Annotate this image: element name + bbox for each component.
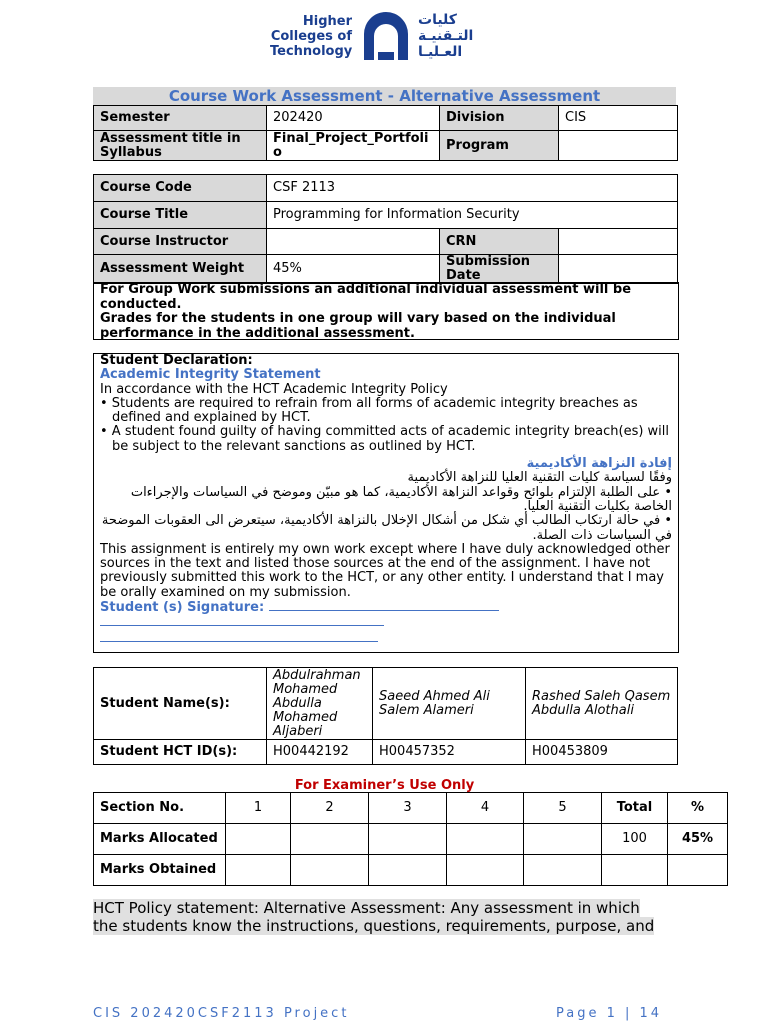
student-name-2: Saeed Ahmed Ali Salem Alameri [373, 668, 526, 740]
section-5: 5 [524, 793, 602, 824]
marks-allocated-label: Marks Allocated [94, 824, 226, 855]
crn-value [559, 229, 678, 255]
signature-line-3[interactable] [100, 631, 672, 646]
semester-label: Semester [94, 106, 267, 131]
program-label: Program [440, 131, 559, 161]
arabic-integrity-intro: وفقًا لسياسة كليات التقنية العليا للنزاهة الأكاديمية [407, 470, 672, 486]
percent-label: % [668, 793, 728, 824]
allocated-total: 100 [602, 824, 668, 855]
hct-logo [270, 10, 500, 68]
declaration-heading: Student Declaration: [100, 353, 253, 368]
allocated-percent: 45% [668, 824, 728, 855]
total-label: Total [602, 793, 668, 824]
footer-course-ref: CIS 202420CSF2113 Project [93, 1006, 350, 1021]
policy-line-1: HCT Policy statement: Alternative Assessment: Any assessment in which [93, 899, 640, 917]
student-id-2: H00457352 [373, 740, 526, 765]
semester-value: 202420 [267, 106, 440, 131]
logo-text-line2: Colleges of [270, 29, 352, 44]
course-code-label: Course Code [94, 175, 267, 202]
student-id-1: H00442192 [267, 740, 373, 765]
signature-line-2[interactable] [100, 615, 672, 630]
signature-label: Student (s) Signature: [100, 600, 269, 616]
assessment-title-label: Assessment title in Syllabus [94, 131, 267, 161]
obtained-5[interactable] [524, 855, 602, 886]
student-names-label: Student Name(s): [94, 668, 267, 740]
obtained-1[interactable] [226, 855, 291, 886]
group-work-note [93, 282, 679, 340]
section-1: 1 [226, 793, 291, 824]
division-value: CIS [559, 106, 678, 131]
logo-text-line1: Higher [302, 14, 352, 29]
logo-arabic-line3: العـليـا [418, 44, 463, 60]
logo-arabic-line1: كليات [418, 12, 457, 28]
assessment-weight-label: Assessment Weight [94, 255, 267, 284]
obtained-total[interactable] [602, 855, 668, 886]
course-code-value: CSF 2113 [267, 175, 678, 202]
integrity-bullet-2: • A student found guilty of having committed acts of academic integrity breach(es) will be subject to the relevant sanctions as outlined by HCT. [100, 424, 670, 454]
logo-arabic-line2: التـقنيـة [418, 28, 474, 44]
student-ids-label: Student HCT ID(s): [94, 740, 267, 765]
group-note-line1: For Group Work submissions an additional individual assessment will be conducted. [100, 282, 632, 312]
allocated-1[interactable] [226, 824, 291, 855]
policy-statement [93, 900, 675, 935]
course-title-value: Programming for Information Security [267, 202, 678, 229]
section-no-label: Section No. [94, 793, 226, 824]
integrity-title: Academic Integrity Statement [100, 367, 321, 383]
submission-date-label: Submission Date [440, 255, 559, 284]
students-table [93, 667, 678, 765]
footer-page-number: Page 1 | 14 [556, 1006, 663, 1021]
crn-label: CRN [440, 229, 559, 255]
obtained-3[interactable] [369, 855, 447, 886]
arabic-integrity-bullet-2: • في حالة ارتكاب الطالب أي شكل من أشكال الإخلال بالنزاهة الأكاديمية، سيتعرض الى العقوبات الموضحة في السياسات ذات الصلة. [101, 513, 672, 543]
obtained-percent[interactable] [668, 855, 728, 886]
marks-obtained-label: Marks Obtained [94, 855, 226, 886]
section-4: 4 [447, 793, 524, 824]
assessment-weight-value: 45% [267, 255, 440, 284]
arabic-integrity-title: إفادة النزاهة الأكاديمية [526, 456, 672, 472]
hct-emblem-icon [362, 12, 410, 62]
allocated-2[interactable] [291, 824, 369, 855]
program-value [559, 131, 678, 161]
course-instructor-value [267, 229, 440, 255]
integrity-intro: In accordance with the HCT Academic Integrity Policy [100, 381, 448, 397]
course-info-table [93, 174, 678, 284]
logo-text-line3: Technology [270, 44, 353, 59]
division-label: Division [440, 106, 559, 131]
course-title-label: Course Title [94, 202, 267, 229]
marks-table [93, 792, 728, 886]
assessment-title-value: Final_Project_Portfolio [267, 131, 440, 161]
section-2: 2 [291, 793, 369, 824]
signature-line[interactable] [100, 600, 672, 615]
allocated-5[interactable] [524, 824, 602, 855]
ownership-statement: This assignment is entirely my own work except where I have duly acknowledged other sources in the text and listed those sources at the end of the assignment. I have not previously submitted this work to the HCT, or any other entity. I understand that I may be orally examined on my submission. [100, 541, 670, 600]
section-3: 3 [369, 793, 447, 824]
allocated-3[interactable] [369, 824, 447, 855]
form-title: Course Work Assessment - Alternative Assessment [93, 87, 676, 105]
arabic-integrity-bullet-1: • على الطلبة الإلتزام بلوائح وقواعد النزاهة الأكاديمية، كما هو مبيّن وموضح في السياسات والإجراءات الخاصة بكليات التقنية العليا. [130, 484, 672, 514]
allocated-4[interactable] [447, 824, 524, 855]
student-id-3: H00453809 [526, 740, 678, 765]
obtained-4[interactable] [447, 855, 524, 886]
submission-date-value [559, 255, 678, 284]
integrity-bullet-1: • Students are required to refrain from all forms of academic integrity breaches as defined and explained by HCT. [100, 395, 638, 426]
group-note-line2: Grades for the students in one group will vary based on the individual performance in the additional assessment. [100, 311, 616, 341]
course-instructor-label: Course Instructor [94, 229, 267, 255]
policy-line-2: the students know the instructions, questions, requirements, purpose, and [93, 916, 655, 935]
obtained-2[interactable] [291, 855, 369, 886]
assessment-info-table [93, 105, 678, 161]
student-declaration [93, 353, 679, 653]
examiner-title: For Examiner’s Use Only [294, 778, 475, 793]
student-name-3: Rashed Saleh Qasem Abdulla Alothali [526, 668, 678, 740]
student-name-1: Abdulrahman Mohamed Abdulla Mohamed Aljaberi [267, 668, 373, 740]
